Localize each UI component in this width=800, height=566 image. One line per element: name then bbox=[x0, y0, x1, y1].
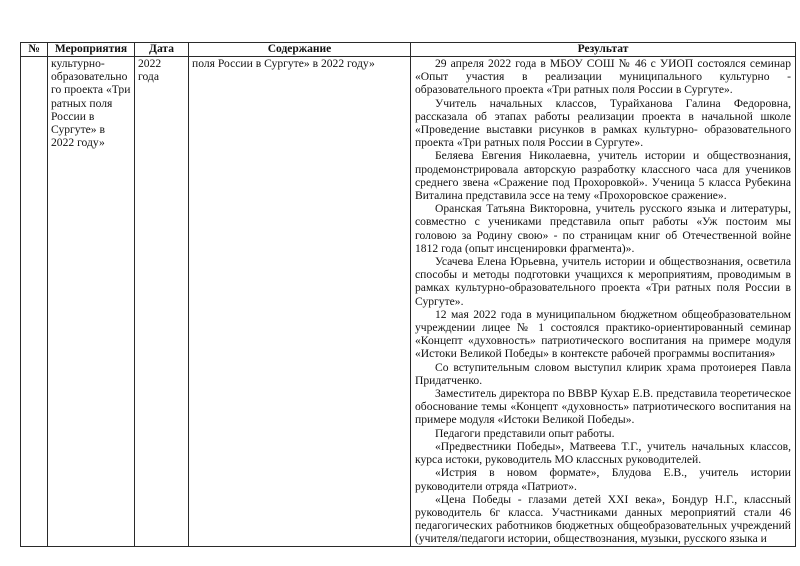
cell-date: 2022 года bbox=[135, 57, 189, 547]
result-paragraph: 12 мая 2022 года в муниципальном бюджетном общеобразовательном учреждении лицее № 1 состоялся практико-ориентированный семинар «Концепт «духовность» патриотического воспитания на примере модуля «Истоки Великой Победы» в контексте рабочей программы воспитания» bbox=[415, 307, 791, 361]
result-paragraph: 29 апреля 2022 года в МБОУ СОШ № 46 с УИОП состоялся семинар «Опыт участия в реализации муниципального культурно - образовательного проекта «Три ратных поля России в Сургуте». bbox=[415, 57, 791, 97]
result-paragraph: «Цена Победы - глазами детей XXI века», Бондур Н.Г., классный руководитель 6г класса. Участниками данных мероприятий стали 46 педагогических работников бюджетных общеобразовательных учреждений (учителя/педагоги истории, обществознания, музыки, русского языка и bbox=[415, 492, 791, 546]
result-paragraph: Беляева Евгения Николаевна, учитель истории и обществознания, продемонстрировала авторскую разработку классного часа для учеников среднего звена «Сражение под Прохоровкой». Ученица 5 класса Рубекина Виталина представила эссе на тему «Прохоровское сражение». bbox=[415, 149, 791, 203]
result-paragraph: Заместитель директора по ВВВР Кухар Е.В. представила теоретическое обоснование темы «Концепт «духовность» патриотического воспитания на примере модуля «Истоки Великой Победы». bbox=[415, 387, 791, 427]
header-number: № bbox=[21, 43, 48, 57]
cell-result bbox=[411, 57, 796, 547]
cell-number bbox=[21, 57, 48, 547]
cell-event: культурно-образовательно го проекта «Три ратных поля России в Сургуте» в 2022 году» bbox=[48, 57, 135, 547]
result-paragraph: «Истрия в новом формате», Блудова Е.В., учитель истории руководители отряда «Патриот». bbox=[415, 466, 791, 493]
result-paragraph: Со вступительным словом выступил клирик храма протоиерея Павла Придатченко. bbox=[415, 360, 791, 387]
events-table bbox=[20, 42, 796, 547]
header-date: Дата bbox=[135, 43, 189, 57]
cell-content: поля России в Сургуте» в 2022 году» bbox=[189, 57, 411, 547]
header-events: Мероприятия bbox=[48, 43, 135, 57]
table-header-row bbox=[21, 43, 796, 57]
header-content: Содержание bbox=[189, 43, 411, 57]
result-paragraph: Оранская Татьяна Викторовна, учитель русского языка и литературы, совместно с учениками представила опыт работы «Уж постоим мы головою за Родину свою» - по страницам книг об Отечественной войне 1812 года (опыт инсценировки фрагмента)». bbox=[415, 202, 791, 255]
header-result: Результат bbox=[411, 43, 796, 57]
result-paragraph: Усачева Елена Юрьевна, учитель истории и обществознания, осветила способы и методы подготовки учащихся к мероприятиям, проводимым в рамках культурно-образовательного проекта «Три ратных поля России в Сургуте». bbox=[415, 255, 791, 308]
result-paragraph: Педагоги представили опыт работы. bbox=[435, 426, 615, 440]
table-row bbox=[21, 57, 796, 547]
result-paragraph: «Предвестники Победы», Матвеева Т.Г., учитель начальных классов, курса истоки, руководитель МО классных руководителей. bbox=[415, 439, 791, 467]
result-paragraph: Учитель начальных классов, Турайханова Галина Федоровна, рассказала об этапах работы реализации проекта в начальной школе «Проведение выставки рисунков в рамках культурно- образовательного проекта «Три ратных поля России в Сургуте». bbox=[415, 96, 791, 150]
